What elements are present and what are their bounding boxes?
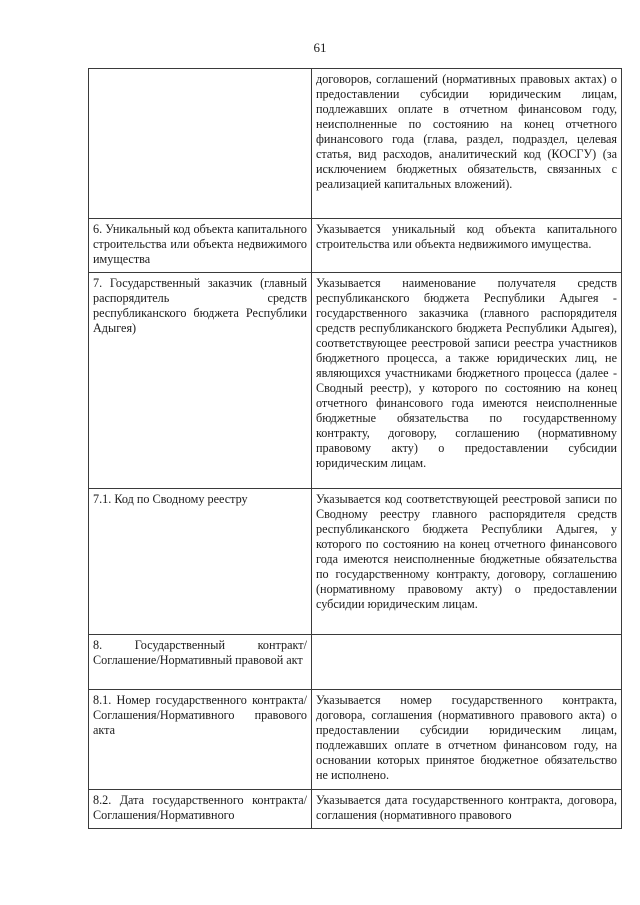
table-row	[89, 273, 622, 489]
row-description	[312, 635, 622, 690]
row-label: 7.1. Код по Сводному реестру	[89, 489, 312, 635]
row-description: Указывается номер государственного контракта, договора, соглашения (нормативного правового акта) о предоставлении субсидии юридическим лицам, подлежавших оплате в отчетном финансовом году, на основании которых принятое бюджетное обязательство не исполнено.	[312, 690, 622, 790]
row-description: договоров, соглашений (нормативных правовых актах) о предоставлении субсидии юридическим лицам, подлежавших оплате в отчетном финансовом году, неисполненные по состоянию на конец отчетного финансового года (глава, раздел, подраздел, целевая статья, вид расходов, аналитический код (КОСГУ) (за исключением бюджетных обязательств, связанных с реализацией капитальных вложений).	[312, 69, 622, 219]
table-row	[89, 635, 622, 690]
row-description: Указывается наименование получателя средств республиканского бюджета Республики Адыгея - государственного заказчика (главного распорядителя средств республиканского бюджета Республики Адыгея), соответствующее реестровой записи реестра участников бюджетного процесса, а также юридических лиц, не являющихся участниками бюджетного процесса (далее - Сводный реестр), у которого по состоянию на конец отчетного финансового года имеются неисполненные бюджетные обязательства по государственному контракту, договору, соглашению (нормативному правовому акту) о предоставлении субсидии юридическим лицам.	[312, 273, 622, 489]
row-label: 8.1. Номер государственного контракта/Соглашения/Нормативного правового акта	[89, 690, 312, 790]
row-label	[89, 69, 312, 219]
row-description: Указывается уникальный код объекта капитального строительства или объекта недвижимого имущества.	[312, 219, 622, 273]
table-row	[89, 489, 622, 635]
row-label: 8.2. Дата государственного контракта/Соглашения/Нормативного	[89, 790, 312, 829]
row-label: 6. Уникальный код объекта капитального строительства или объекта недвижимого имущества	[89, 219, 312, 273]
table-row	[89, 790, 622, 829]
table-row	[89, 690, 622, 790]
document-table	[88, 68, 622, 829]
table-row	[89, 219, 622, 273]
table-row	[89, 69, 622, 219]
row-label: 8. Государственный контракт/Соглашение/Нормативный правовой акт	[89, 635, 312, 690]
row-description: Указывается дата государственного контракта, договора, соглашения (нормативного правового	[312, 790, 622, 829]
page-number: 61	[313, 40, 327, 55]
row-description: Указывается код соответствующей реестровой записи по Сводному реестру главного распорядителя средств республиканского бюджета Республики Адыгея, у которого по состоянию на конец отчетного финансового года имеются неисполненные бюджетные обязательства по государственному контракту, договору, соглашению (нормативному правовому акту) о предоставлении субсидии юридическим лицам.	[312, 489, 622, 635]
row-label: 7. Государственный заказчик (главный распорядитель средств республиканского бюджета Республики Адыгея)	[89, 273, 312, 489]
